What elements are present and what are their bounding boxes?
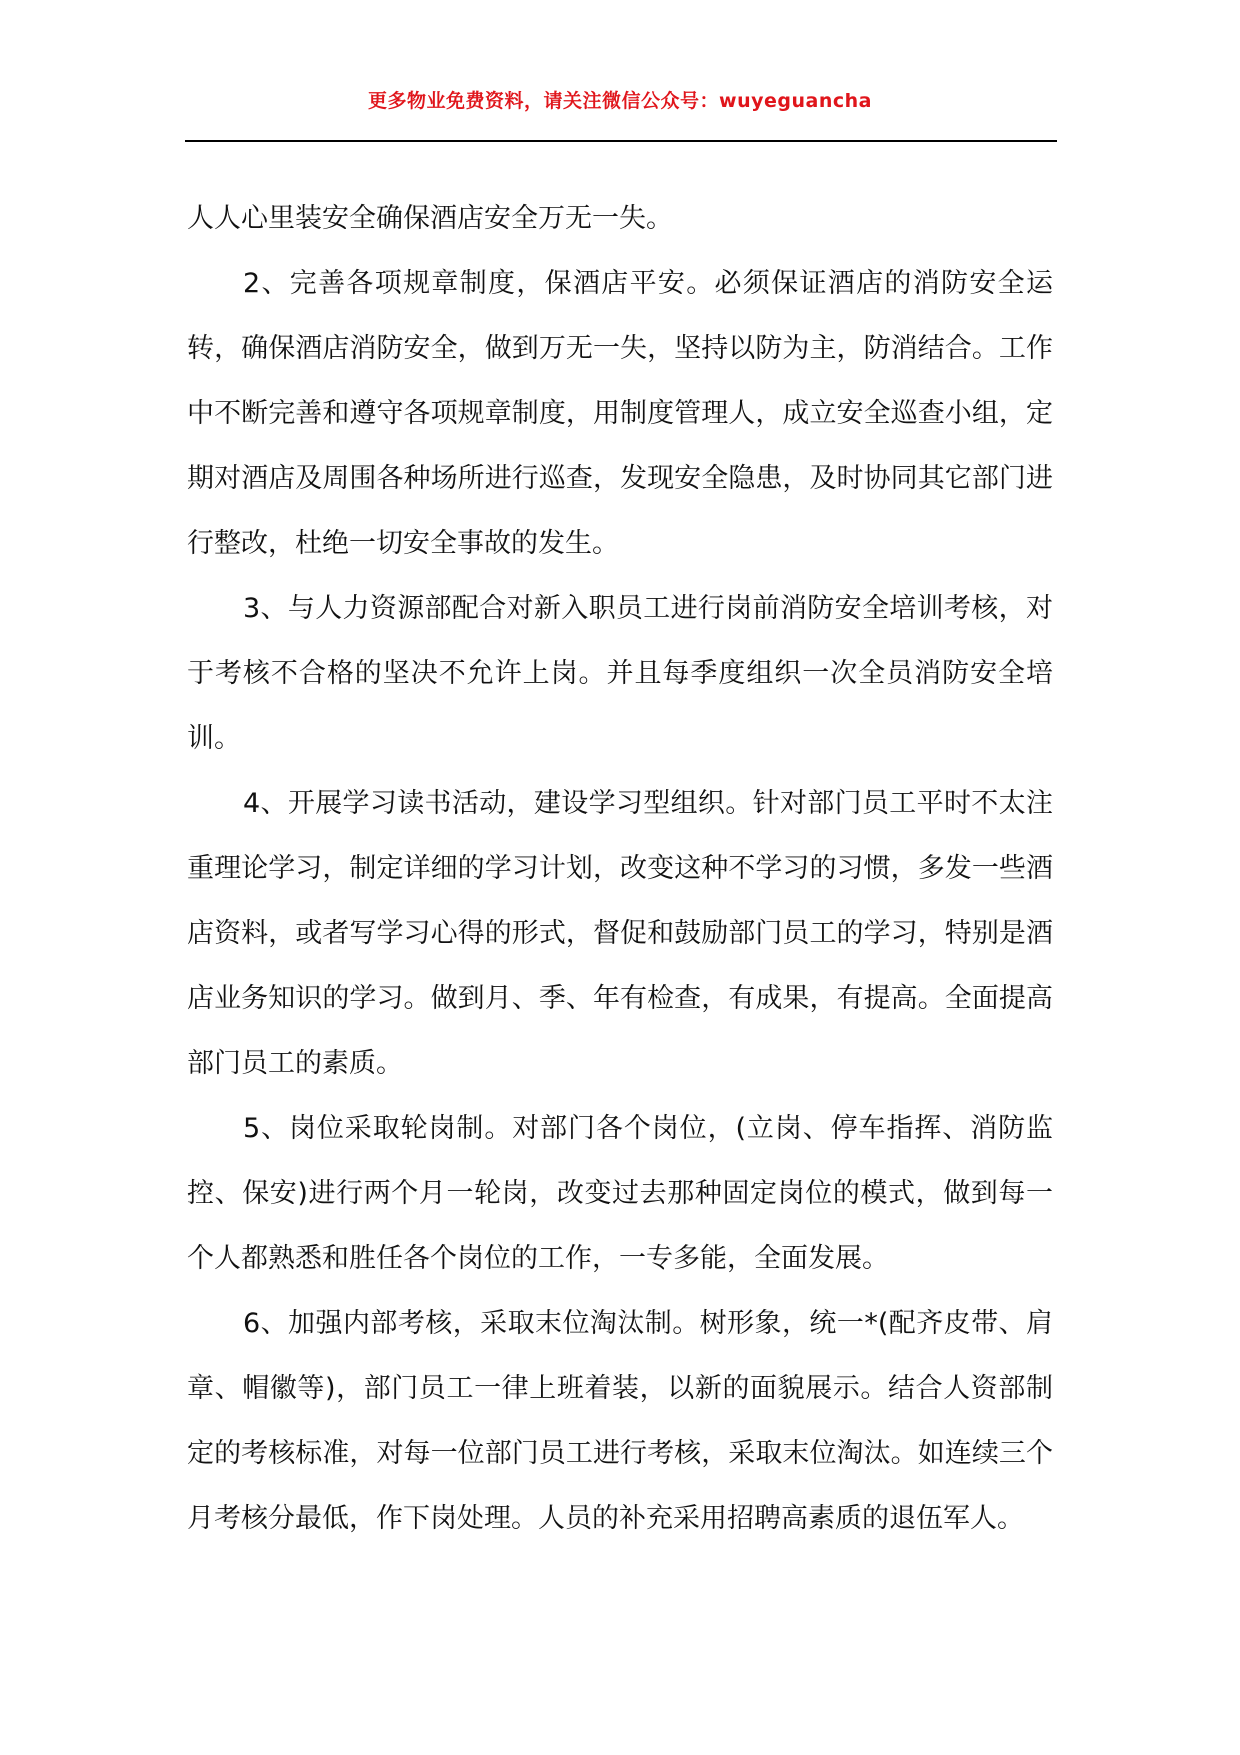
paragraph-item-6: 6、加强内部考核，采取末位淘汰制。树形象，统一*(配齐皮带、肩章、帽徽等)，部门员工一律上班着装，以新的面貌展示。结合人资部制定的考核标准，对每一位部门员工进行考核，采取末位淘汰。如连续三个月考核分最低，作下岗处理。人员的补充采用招聘高素质的退伍军人。: [187, 1308, 1053, 1534]
paragraph-item-5: 5、岗位采取轮岗制。对部门各个岗位，(立岗、停车指挥、消防监控、保安)进行两个月一轮岗，改变过去那种固定岗位的模式，做到每一个人都熟悉和胜任各个岗位的工作，一专多能，全面发展。: [187, 1113, 1053, 1274]
paragraph-item-2: 2、完善各项规章制度，保酒店平安。必须保证酒店的消防安全运转，确保酒店消防安全，做到万无一失，坚持以防为主，防消结合。工作中不断完善和遵守各项规章制度，用制度管理人，成立安全巡查小组，定期对酒店及周围各种场所进行巡查，发现安全隐患，及时协同其它部门进行整改，杜绝一切安全事故的发生。: [187, 268, 1053, 559]
paragraph-continuation: 人人心里装安全确保酒店安全万无一失。: [187, 203, 673, 234]
header-promo-text: 更多物业免费资料，请关注微信公众号：wuyeguancha: [368, 90, 872, 112]
page-header: [0, 86, 1240, 116]
header-divider: [185, 140, 1057, 142]
paragraph-item-3: 3、与人力资源部配合对新入职员工进行岗前消防安全培训考核，对于考核不合格的坚决不允许上岗。并且每季度组织一次全员消防安全培训。: [187, 593, 1053, 754]
document-body: [187, 186, 1053, 1551]
paragraph-item-4: 4、开展学习读书活动，建设学习型组织。针对部门员工平时不太注重理论学习，制定详细的学习计划，改变这种不学习的习惯，多发一些酒店资料，或者写学习心得的形式，督促和鼓励部门员工的学习，特别是酒店业务知识的学习。做到月、季、年有检查，有成果，有提高。全面提高部门员工的素质。: [187, 788, 1053, 1079]
